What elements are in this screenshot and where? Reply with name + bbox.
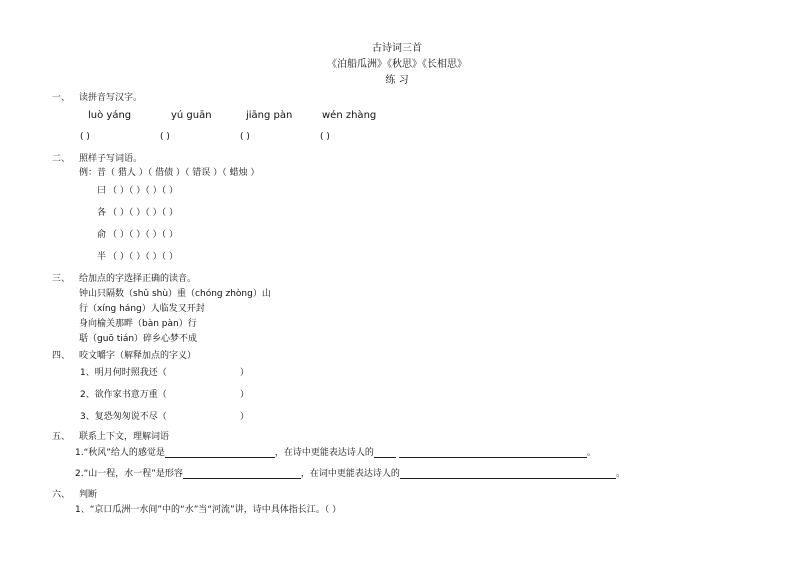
section-1-number: 一、 (52, 93, 71, 103)
word-row-2-char: 各 (97, 208, 107, 218)
pinyin-4: wén zhàng (322, 110, 377, 121)
explain-item-2: 2、欲作家书意万重（ (80, 390, 167, 400)
page-subtitle: 《泊船瓜洲》《秋思》《长相思》 (327, 59, 467, 70)
answer-line-5-2-b[interactable] (400, 469, 616, 479)
poem-line-1: 钟山只隔数（shǔ shù）重（chóng zhòng）山 (79, 289, 271, 299)
explain-item-1: 1、明月何时照我还（ (80, 368, 167, 378)
answer-blank-1[interactable]: ( ) (80, 132, 90, 142)
section-5-number: 五、 (52, 432, 71, 442)
word-row-2-blanks[interactable]: （ ）（ ）（ ）（ ） (108, 208, 178, 218)
question-5-2-end: 。 (615, 469, 625, 479)
word-row-4-char: 半 (97, 252, 107, 262)
judge-question-1[interactable]: 1、“京口瓜洲一水间”中的“水”当“河流”讲，诗中具体指长江。（ ） (75, 505, 342, 515)
explain-item-2-close[interactable]: ） (240, 390, 250, 400)
exercise-label: 练 习 (385, 75, 409, 86)
explain-item-3-close[interactable]: ） (240, 412, 250, 422)
section-2-number: 二、 (52, 154, 71, 164)
poem-line-4: 聒（guō tián）碎乡心梦不成 (79, 334, 198, 344)
pinyin-2: yú guān (171, 110, 212, 121)
answer-blank-3[interactable]: ( ) (240, 132, 250, 142)
answer-line-5-1-b[interactable] (374, 448, 396, 458)
poem-line-3: 身向榆关那畔（bàn pàn）行 (79, 319, 197, 329)
question-5-2 (75, 469, 625, 479)
question-5-1-end: 。 (586, 448, 596, 458)
section-2-title: 照样子写词语。 (79, 154, 143, 164)
poem-line-2: 行（xíng háng）人临发又开封 (79, 304, 205, 314)
question-5-1 (75, 448, 596, 458)
word-row-3-char: 俞 (97, 230, 107, 240)
explain-item-3: 3、复恐匆匆说不尽（ (80, 412, 167, 422)
section-4-title: 咬文嚼字（解释加点的字义） (79, 351, 197, 361)
section-6-number: 六、 (52, 490, 71, 500)
section-3-number: 三、 (52, 274, 71, 284)
explain-item-1-close[interactable]: ） (240, 368, 250, 378)
word-row-3-blanks[interactable]: （ ）（ ）（ ）（ ） (108, 230, 178, 240)
question-5-2-part-a: 2.“山一程，水一程”是形容 (75, 469, 183, 479)
section-1-title: 读拼音写汉字。 (79, 93, 143, 103)
section-3-title: 给加点的字选择正确的读音。 (79, 274, 197, 284)
page-title: 古诗词三首 (372, 43, 422, 54)
answer-line-5-2-a[interactable] (183, 469, 301, 479)
word-row-1-blanks[interactable]: （ ）（ ）（ ）（ ） (108, 186, 178, 196)
section-5-title: 联系上下文，理解词语 (79, 432, 170, 442)
pinyin-3: jiāng pàn (246, 110, 293, 121)
section-4-number: 四、 (52, 351, 71, 361)
example-line: 例：昔（ 猎人 ）（ 借债 ）（ 错误 ）（ 蜡烛 ） (79, 168, 260, 178)
pinyin-1: luò yáng (88, 110, 132, 121)
answer-blank-4[interactable]: ( ) (320, 132, 330, 142)
word-row-1-char: 曰 (97, 186, 107, 196)
answer-line-5-1-c[interactable] (399, 448, 587, 458)
answer-blank-2[interactable]: ( ) (160, 132, 170, 142)
question-5-2-part-b: ，在词中更能表达诗人的 (300, 469, 400, 479)
answer-line-5-1-a[interactable] (165, 448, 275, 458)
question-5-1-part-b: ，在诗中更能表达诗人的 (274, 448, 374, 458)
word-row-4-blanks[interactable]: （ ）（ ）（ ）（ ） (108, 252, 178, 262)
question-5-1-part-a: 1.“秋风”给人的感觉是 (75, 448, 165, 458)
section-6-title: 判断 (79, 490, 98, 500)
